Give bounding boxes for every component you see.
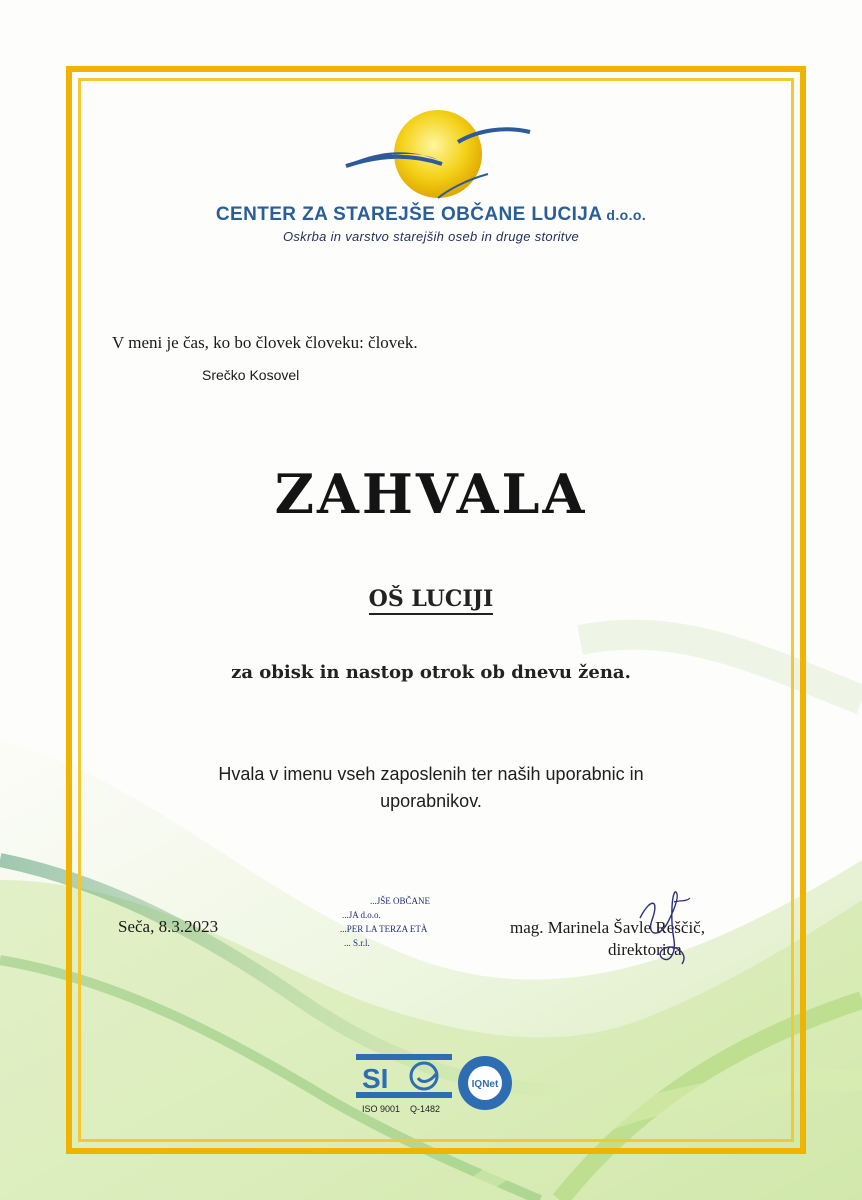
si-quality-logo-icon	[356, 1052, 452, 1102]
thanks-line-2: uporabnikov.	[380, 791, 482, 811]
stamp-line-4: ... S.r.l.	[344, 938, 370, 948]
stamp-line-2: ...JA d.o.o.	[342, 910, 381, 920]
stamp-line-3: ...PER LA TERZA ETÀ	[340, 924, 428, 934]
certificate-title: ZAHVALA	[274, 462, 588, 526]
recipient-name: OŠ LUCIJI	[369, 586, 494, 615]
cert-iso-label: ISO 9001	[362, 1104, 401, 1114]
stamp-line-1: ...JŠE OBČANE	[370, 896, 431, 906]
organization-subtitle: Oskrba in varstvo starejših oseb in druge storitve	[282, 229, 580, 244]
cert-number: Q-1482	[410, 1104, 441, 1114]
organization-name	[0, 204, 862, 226]
reason-text: za obisk in nastop otrok ob dnevu žena.	[231, 662, 631, 683]
iqnet-certified-logo-icon	[456, 1054, 514, 1112]
handwritten-signature-icon	[630, 888, 700, 968]
recipient	[0, 586, 862, 612]
organization-stamp	[340, 894, 450, 966]
quote-text: V meni je čas, ko bo človek človeku: človek.	[112, 333, 418, 352]
signer-role: direktorica	[608, 940, 682, 959]
si-label: SI	[362, 1063, 389, 1094]
iqnet-label: IQNet	[471, 1079, 499, 1090]
organization-name-text: CENTER ZA STAREJŠE OBČANE LUCIJA	[215, 204, 603, 225]
thanks-text	[150, 761, 712, 815]
place-date: Seča, 8.3.2023	[118, 917, 219, 936]
organization-suffix: d.o.o.	[606, 207, 647, 223]
quote-author: Srečko Kosovel	[202, 367, 300, 383]
thanks-line-1: Hvala v imenu vseh zaposlenih ter naših uporabnic in	[218, 764, 644, 784]
cert-iso-text	[362, 1104, 440, 1114]
signer-name: mag. Marinela Šavle Reščič,	[510, 918, 705, 937]
sun-logo-icon	[338, 108, 538, 204]
